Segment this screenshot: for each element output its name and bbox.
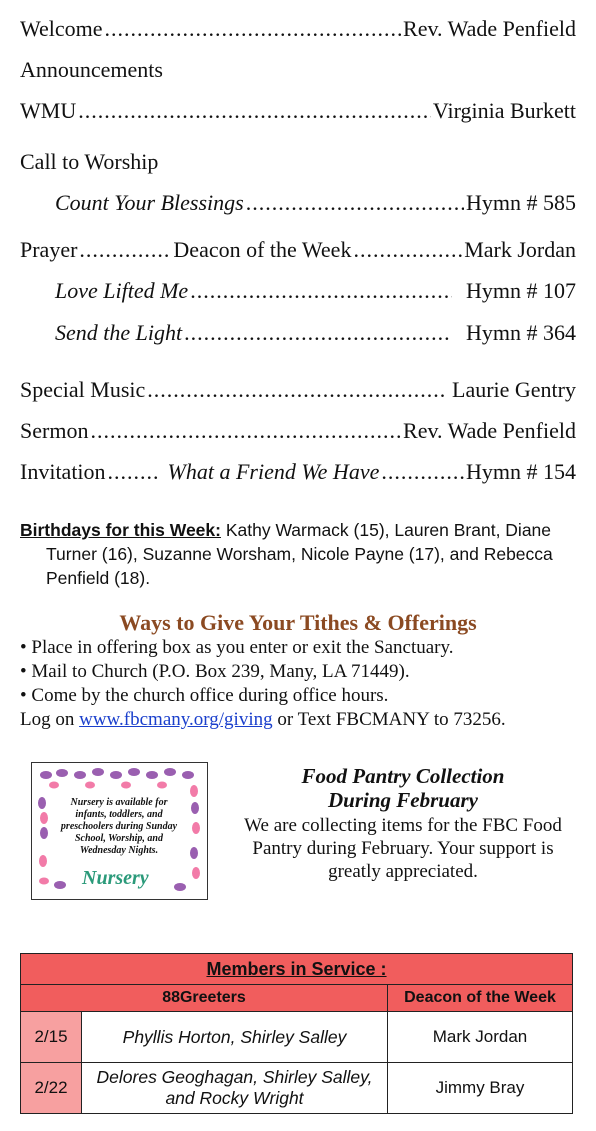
birthdays-text: Kathy Warmack (15), Lauren Brant, Diane Turner (16), Suzanne Worsham, Nicole Payne (17), and Rebecca Penfield (18). [46, 520, 553, 588]
sermon-line [20, 418, 576, 444]
prayer-line [20, 237, 576, 263]
wmu-name: Virginia Burkett [432, 98, 576, 123]
call-to-worship-line [20, 149, 576, 175]
leader-dots [190, 278, 452, 304]
pantry-title: Food Pantry Collection [301, 764, 505, 788]
leader-dots [90, 418, 401, 444]
prayer-role: Deacon of the Week [173, 237, 352, 262]
birthdays-paragraph [20, 518, 596, 590]
leader-dots [381, 459, 464, 485]
table-title: Members in Service : [21, 954, 573, 985]
leader-dots [78, 98, 431, 124]
hymn-line-3 [55, 320, 576, 346]
prayer-name: Mark Jordan [464, 237, 576, 262]
hymn-number: Hymn # 107 [466, 278, 576, 303]
hymn-line-2 [55, 278, 576, 304]
giving-item: • Place in offering box as you enter or exit the Sanctuary. [20, 637, 454, 658]
giving-link[interactable]: www.fbcmany.org/giving [79, 709, 273, 730]
row-greeters: Phyllis Horton, Shirley Salley [82, 1012, 388, 1063]
table-row [21, 1012, 573, 1063]
table-row [21, 1063, 573, 1114]
special-music-name: Laurie Gentry [452, 377, 576, 402]
leader-dots [246, 190, 464, 216]
invitation-line [20, 459, 576, 485]
pantry-title-line2: During February [328, 788, 478, 812]
giving-item: • Mail to Church (P.O. Box 239, Many, LA 71449). [20, 661, 410, 682]
giving-log-on: Log on www.fbcmany.org/giving or Text FBCMANY to 73256. [20, 709, 506, 730]
call-to-worship-label: Call to Worship [20, 149, 159, 174]
leader-dots [79, 237, 171, 263]
wmu-line [20, 98, 576, 124]
hymn-number: Hymn # 364 [466, 320, 576, 345]
wmu-label: WMU [20, 98, 77, 123]
nursery-logo: Nursery [82, 867, 149, 889]
sermon-name: Rev. Wade Penfield [403, 418, 576, 443]
nursery-image [31, 762, 208, 900]
leader-dots [105, 16, 402, 42]
giving-list [20, 636, 590, 732]
leader-dots [184, 320, 452, 346]
leader-dots [353, 237, 462, 263]
leader-dots [147, 377, 446, 403]
hymn-title: Send the Light [55, 320, 183, 345]
food-pantry-block [236, 764, 570, 883]
birthdays-label: Birthdays for this Week: [20, 520, 221, 540]
prayer-label: Prayer [20, 237, 78, 262]
hymn-number: Hymn # 585 [466, 190, 576, 215]
welcome-line [20, 16, 576, 42]
row-date: 2/15 [21, 1012, 82, 1063]
invitation-hymn-title: What a Friend We Have [167, 459, 380, 484]
table-header-row [21, 985, 573, 1012]
giving-item: • Come by the church office during office hours. [20, 685, 389, 706]
invitation-label: Invitation [20, 459, 106, 484]
leader-dots [108, 459, 160, 485]
hymn-title: Count Your Blessings [55, 190, 244, 215]
sermon-label: Sermon [20, 418, 89, 443]
giving-title: Ways to Give Your Tithes & Offerings [119, 610, 477, 635]
pantry-description: We are collecting items for the FBC Food Pantry during February. Your support is greatly appreciated. [244, 815, 562, 882]
invitation-hymn-number: Hymn # 154 [466, 459, 576, 484]
welcome-label: Welcome [20, 16, 103, 41]
nursery-text: Nursery is available for infants, toddlers, and preschoolers during Sunday School, Worship, and Wednesday Nights. [60, 797, 178, 856]
special-music-label: Special Music [20, 377, 146, 402]
row-deacon: Jimmy Bray [388, 1063, 573, 1114]
hymn-line-1 [55, 190, 576, 216]
announcements-label: Announcements [20, 57, 163, 82]
row-date: 2/22 [21, 1063, 82, 1114]
col-greeters: 88Greeters [21, 985, 388, 1012]
row-deacon: Mark Jordan [388, 1012, 573, 1063]
hymn-title: Love Lifted Me [55, 278, 189, 303]
special-music-line [20, 377, 576, 403]
members-in-service-table [20, 953, 573, 1114]
welcome-name: Rev. Wade Penfield [403, 16, 576, 41]
row-greeters: Delores Geoghagan, Shirley Salley, and Rocky Wright [82, 1063, 388, 1114]
col-deacon: Deacon of the Week [388, 985, 573, 1012]
announcements-line [20, 57, 576, 83]
